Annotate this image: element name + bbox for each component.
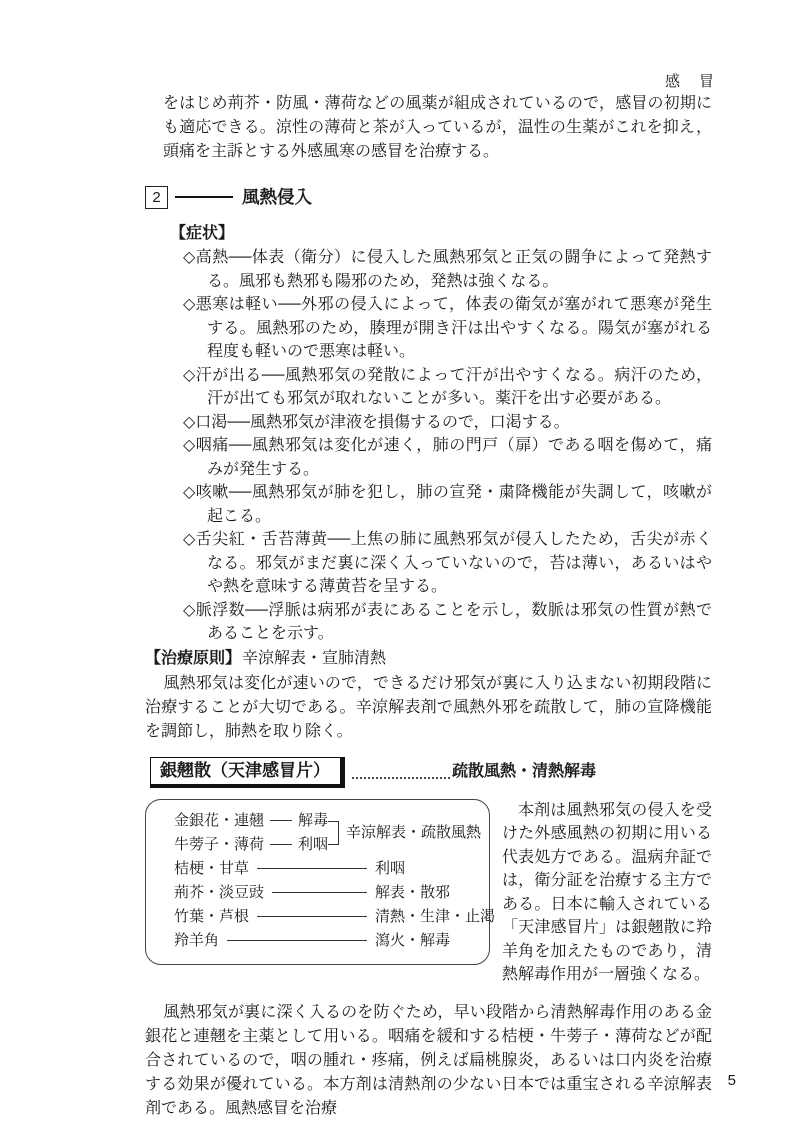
symptom-list: [145, 246, 712, 646]
group-bracket: [328, 821, 339, 845]
dotted-leader: [352, 765, 450, 779]
connector-line: [270, 844, 292, 845]
ingredient-row: [174, 809, 328, 833]
herb-names: 牛蒡子・薄荷: [174, 836, 265, 853]
section-number-box: 2: [145, 186, 168, 209]
symptom-item: ◇口渇──風熱邪気が津液を損傷するので，口渇する。: [183, 413, 570, 431]
symptom-item: ◇咳嗽──風熱邪気が肺を犯し，肺の宣発・粛降機能が失調して，咳嗽が起こる。: [183, 484, 712, 525]
symptom-item: ◇悪寒は軽い──外邪の侵入によって，体表の衛気が塞がれて悪寒が発生する。風熱邪のため，腠理が開き汗は出やすくなる。陽気が塞がれる程度も軽いので悪寒は軽い。: [183, 296, 712, 360]
symptom-item: ◇汗が出る──風熱邪気の発散によって汗が出やすくなる。病汗のため，汗が出ても邪気が取れないことが多い。薬汗を出す必要がある。: [183, 366, 712, 407]
treatment-principle-line: [145, 647, 712, 671]
herb-effect: 利咽: [298, 836, 329, 853]
herb-effect: 清熱・生津・止渇: [375, 908, 496, 925]
connector-line: [257, 868, 367, 869]
ingredient-group-column: [174, 809, 328, 857]
herb-names: 荊芥・淡豆豉: [174, 884, 265, 901]
section-heading: [145, 184, 712, 210]
symptom-item: ◇舌尖紅・舌苔薄黄──上焦の肺に風熱邪気が侵入したため，舌尖が赤くなる。邪気がまだ裏に深く入っていないので，苔は薄い，あるいはやや熱を意味する薄黄苔を呈する。: [183, 531, 712, 595]
herb-effect: 利咽: [375, 860, 406, 877]
herb-names: 桔梗・甘草: [174, 860, 250, 877]
connector-line: [270, 820, 292, 821]
ingredient-row: [174, 881, 481, 905]
ingredient-box: [145, 799, 496, 965]
herb-effect: 解毒: [298, 812, 329, 829]
symptom-item: ◇咽痛──風熱邪気は変化が速く，肺の門戸（扉）である咽を傷めて，痛みが発生する。: [183, 437, 712, 478]
connector-line: [227, 940, 367, 941]
ingredient-row: [174, 905, 496, 929]
treatment-principle-text: 辛涼解表・宣肺清熱: [242, 649, 387, 667]
section-title: 風熱侵入: [242, 187, 312, 207]
treatment-principle-paragraph: 風熱邪気は変化が速いので，できるだけ邪気が裏に入り込まない初期段階に治療することが大切である。辛涼解表剤で風熱外邪を疏散して，肺の宣降機能を調節し，肺熱を取り除く。: [145, 674, 712, 740]
herb-effect: 解表・散邪: [375, 884, 451, 901]
formula-detail-row: [145, 799, 712, 987]
symptoms-heading: 【症状】: [170, 225, 235, 242]
section-dash-rule: [175, 196, 233, 198]
page-number: 5: [727, 1072, 736, 1089]
herb-effect: 瀉火・解毒: [375, 932, 451, 949]
page-content: [145, 92, 712, 1121]
herb-names: 竹葉・芦根: [174, 908, 250, 925]
formula-heading: [150, 756, 712, 789]
group-effect-label: 辛涼解表・疏散風熱: [346, 824, 482, 841]
treatment-principle-heading: 【治療原則】: [145, 649, 242, 667]
ingredient-group: [174, 809, 481, 857]
ingredient-row: [174, 929, 481, 953]
formula-actions: 疏散風熱・清熱解毒: [452, 763, 597, 780]
herb-names: 羚羊角: [174, 932, 220, 949]
herb-names: 金銀花・連翹: [174, 812, 265, 829]
closing-paragraph: 風熱邪気が裏に深く入るのを防ぐため，早い段階から清熱解毒作用のある金銀花と連翹を主薬として用いる。咽痛を緩和する桔梗・牛蒡子・薄荷などが配合されているので，咽の腫れ・疼痛，例えば扁桃腺炎，あるいは口内炎を治療する効果が優れている。本方剤は清熱剤の少ない日本では重宝される辛涼解表剤である。風熱感冒を治療: [145, 1003, 712, 1117]
ingredient-row: [174, 857, 481, 881]
connector-line: [257, 916, 367, 917]
formula-description: 本剤は風熱邪気の侵入を受けた外感風熱の初期に用いる代表処方である。温病弁証では，衛分証を治療する主方である。日本に輸入されている「天津感冒片」は銀翹散に羚羊角を加えたものであり，清熱解毒作用が一層強くなる。: [502, 801, 712, 983]
connector-line: [272, 892, 367, 893]
intro-paragraph: をはじめ荊芥・防風・薄荷などの風薬が組成されているので，感冒の初期にも適応できる。涼性の薄荷と茶が入っているが，温性の生薬がこれを抑え，頭痛を主訴とする外感風寒の感冒を治療する。: [163, 95, 712, 160]
symptom-item: ◇高熱──体表（衛分）に侵入した風熱邪気と正気の闘争によって発熱する。風邪も熱邪も陽邪のため，発熱は強くなる。: [183, 249, 712, 290]
ingredient-row: [174, 833, 328, 857]
formula-name: 銀翹散（天津感冒片）: [150, 757, 345, 788]
running-head: 感 冒: [664, 74, 716, 90]
symptom-item: ◇脈浮数──浮脈は病邪が表にあることを示し，数脈は邪気の性質が熱であることを示す。: [183, 601, 712, 642]
